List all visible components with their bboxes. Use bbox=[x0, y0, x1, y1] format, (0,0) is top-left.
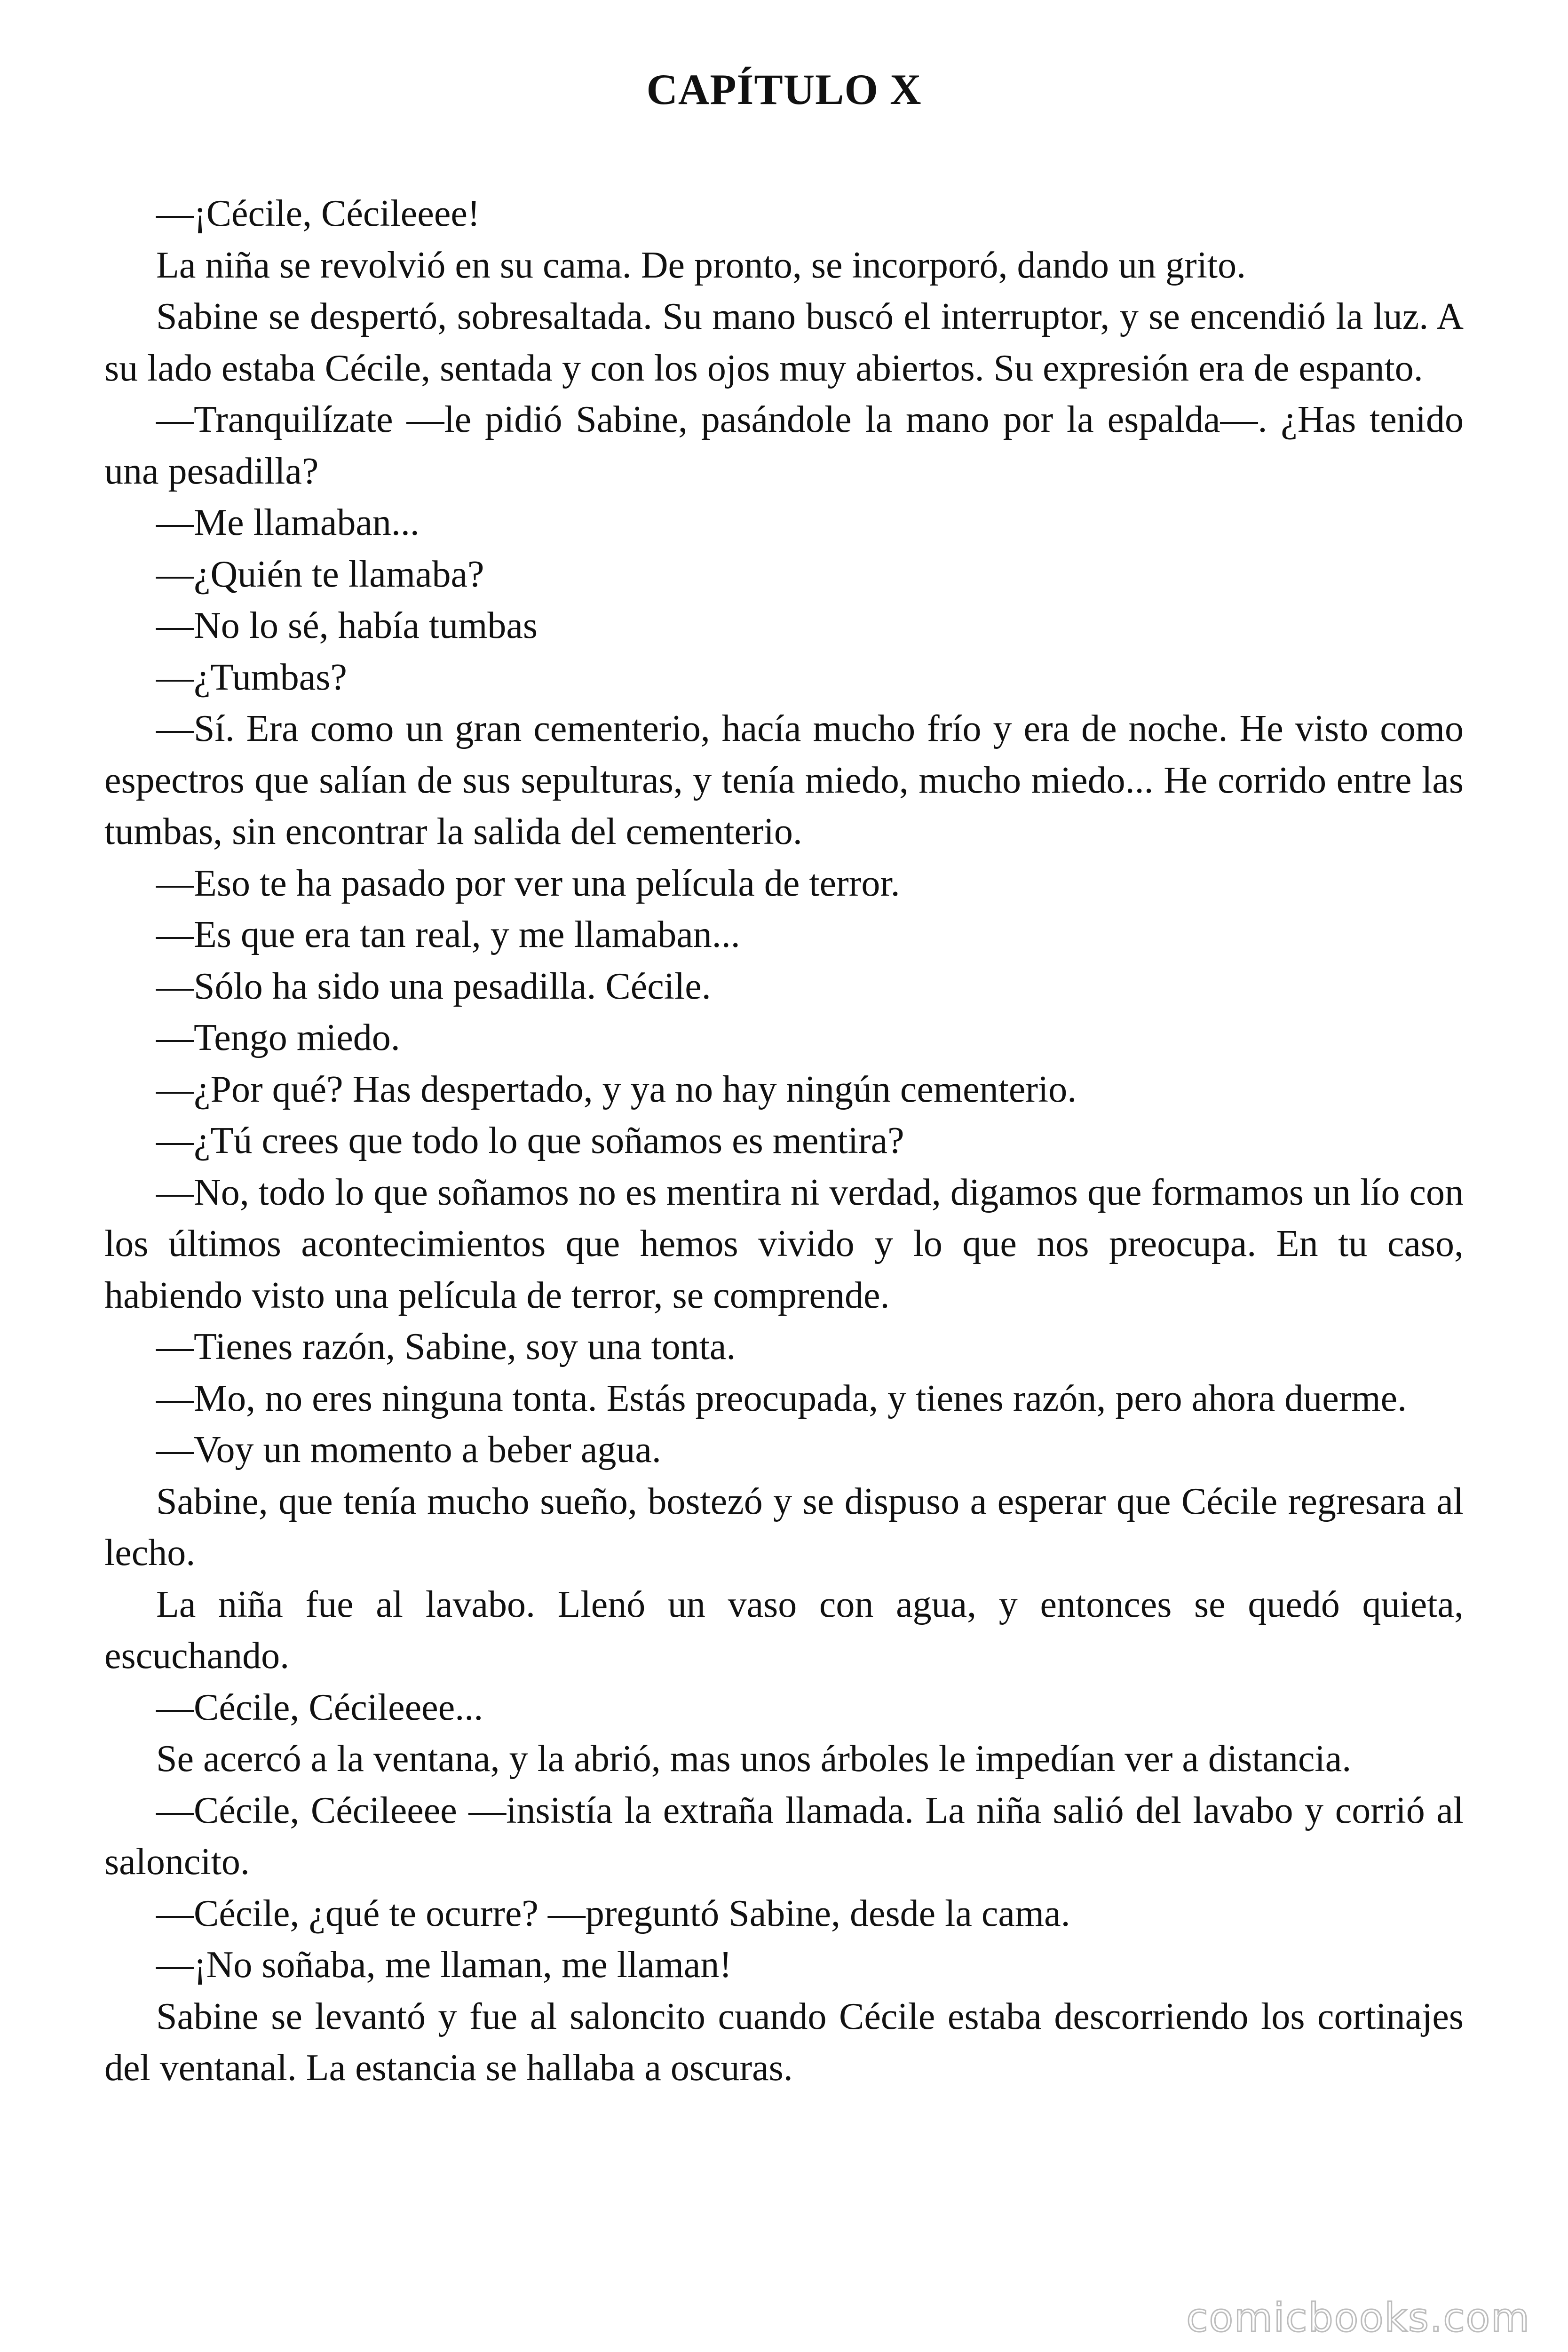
paragraph: —No lo sé, había tumbas bbox=[156, 605, 538, 646]
paragraph: —Tengo miedo. bbox=[156, 1017, 400, 1058]
paragraph: —Cécile, Cécileeee —insistía la extraña llamada. La niña salió del lavabo y corrió al saloncito. bbox=[104, 1789, 1464, 1883]
paragraph: —¿Tumbas? bbox=[156, 656, 347, 698]
paragraph: Sabine se levantó y fue al saloncito cuando Cécile estaba descorriendo los cortinajes del ventanal. La estancia se hallaba a oscuras. bbox=[104, 1995, 1464, 2089]
book-page bbox=[104, 61, 1464, 2094]
paragraph: —¡No soñaba, me llaman, me llaman! bbox=[156, 1944, 732, 1986]
paragraph: Sabine se despertó, sobresaltada. Su mano buscó el interruptor, y se encendió la luz. A su lado estaba Cécile, sentada y con los ojos muy abiertos. Su expresión era de espanto. bbox=[104, 296, 1464, 389]
paragraph: —Eso te ha pasado por ver una película de terror. bbox=[156, 862, 900, 904]
paragraph: —Me llamaban... bbox=[156, 502, 420, 543]
paragraph: —¿Tú crees que todo lo que soñamos es mentira? bbox=[156, 1120, 904, 1161]
paragraph: —Tienes razón, Sabine, soy una tonta. bbox=[156, 1326, 736, 1367]
paragraph: —¿Por qué? Has despertado, y ya no hay ningún cementerio. bbox=[156, 1068, 1077, 1110]
chapter-title: CAPÍTULO X bbox=[646, 65, 922, 113]
paragraph: —¡Cécile, Cécileeee! bbox=[156, 193, 480, 234]
paragraph: —Mo, no eres ninguna tonta. Estás preocupada, y tienes razón, pero ahora duerme. bbox=[156, 1377, 1407, 1419]
site-watermark: comicbooks.com bbox=[1186, 2295, 1530, 2341]
paragraph: —Tranquilízate —le pidió Sabine, pasándole la mano por la espalda—. ¿Has tenido una pesadilla? bbox=[104, 399, 1464, 492]
paragraph: La niña se revolvió en su cama. De pronto, se incorporó, dando un grito. bbox=[156, 244, 1246, 286]
chapter-body bbox=[104, 188, 1464, 2094]
paragraph: La niña fue al lavabo. Llenó un vaso con agua, y entonces se quedó quieta, escuchando. bbox=[104, 1583, 1464, 1677]
paragraph: —Cécile, Cécileeee... bbox=[156, 1686, 483, 1728]
paragraph: —Cécile, ¿qué te ocurre? —preguntó Sabine, desde la cama. bbox=[156, 1892, 1070, 1934]
paragraph: Se acercó a la ventana, y la abrió, mas unos árboles le impedían ver a distancia. bbox=[156, 1738, 1352, 1780]
paragraph: —Voy un momento a beber agua. bbox=[156, 1429, 661, 1470]
paragraph: —No, todo lo que soñamos no es mentira ni verdad, digamos que formamos un lío con los últimos acontecimientos que hemos vivido y lo que nos preocupa. En tu caso, habiendo visto una película de terror, se comprende. bbox=[104, 1171, 1464, 1316]
paragraph: —Sólo ha sido una pesadilla. Cécile. bbox=[156, 965, 711, 1007]
paragraph: —¿Quién te llamaba? bbox=[156, 553, 484, 595]
paragraph: —Sí. Era como un gran cementerio, hacía mucho frío y era de noche. He visto como espectros que salían de sus sepulturas, y tenía miedo, mucho miedo... He corrido entre las tumbas, sin encontrar la salida del cementerio. bbox=[104, 708, 1464, 852]
paragraph: —Es que era tan real, y me llamaban... bbox=[156, 914, 740, 955]
paragraph: Sabine, que tenía mucho sueño, bostezó y se dispuso a esperar que Cécile regresara al lecho. bbox=[104, 1480, 1464, 1573]
